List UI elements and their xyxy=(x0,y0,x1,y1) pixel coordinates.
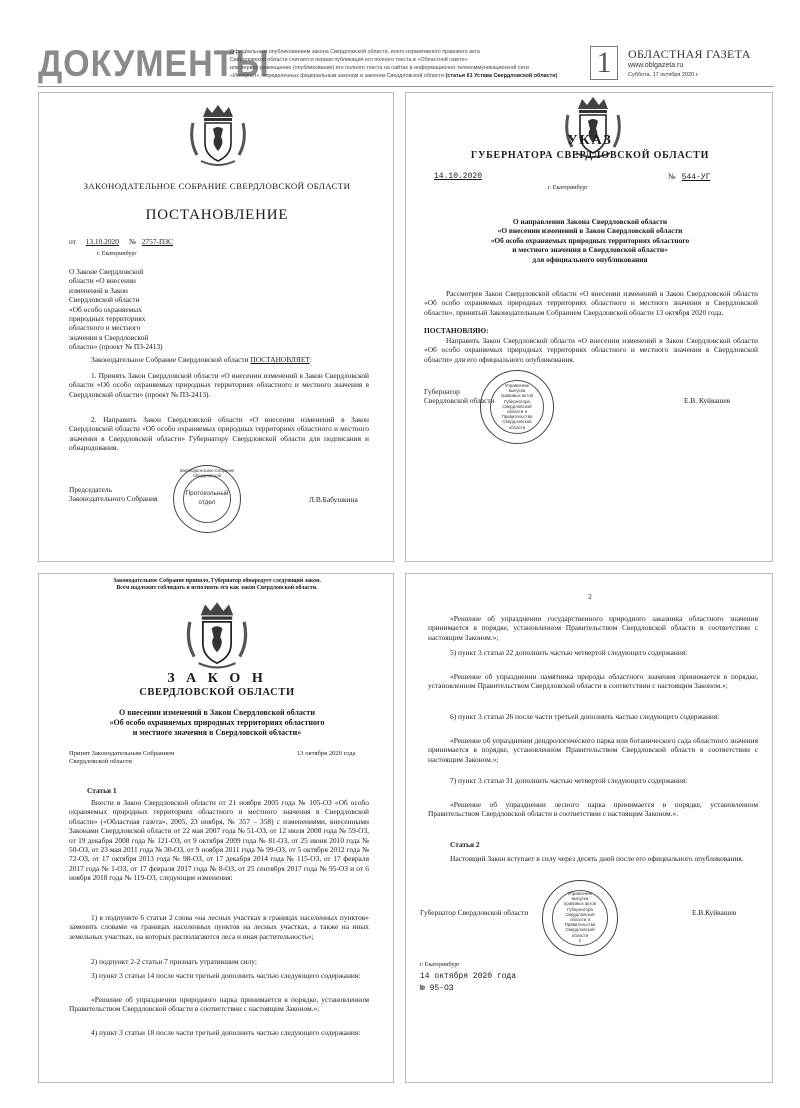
newspaper-site[interactable]: www.oblgazeta.ru xyxy=(628,62,684,69)
masthead-divider xyxy=(38,86,774,87)
law-paragraph: «Решение об упразднении памятника природы областного значения принимается в порядке, установленном Правительством Свердловской области в соответствии с настоящим Законом.»; xyxy=(428,672,758,691)
section-title: ДОКУМЕНТЫ xyxy=(38,43,270,84)
stamp-text: Управление выпуска правовых актов Губернатора Свердловской области и Правительства Свердловской области xyxy=(500,383,534,430)
stamp-text: Управление выпуска правовых актов Губернатора Свердловской области и Правительства Свердловской области 2 xyxy=(563,891,597,943)
decree-date-line: от 13.10.2020 № 2757-ПЗС xyxy=(69,237,177,246)
decree-panel xyxy=(38,92,394,562)
ukaz-number: 544-УГ xyxy=(681,173,711,182)
law-heading: О внесении изменений в Закон Свердловской области «Об особо охраняемых природных территориях областного и местного значения в Свердловской области» xyxy=(109,708,325,737)
decree-date: 13.10.2020 xyxy=(85,237,119,246)
law-page-number: 2 xyxy=(588,592,592,601)
issue-date: Суббота, 17 октября 2020 г. xyxy=(628,72,699,78)
ukaz-signatory-name: Е.В. Куйвашев xyxy=(684,396,731,405)
decree-city: г. Екатеринбург xyxy=(97,251,137,257)
law-paragraph: 6) пункт 3 статьи 26 после части третьей дополнить частью следующего содержания: xyxy=(450,712,720,721)
law-sign-date: 14 октября 2020 года xyxy=(420,972,517,981)
decree-number: 2757-ПЗС xyxy=(141,237,173,246)
coat-of-arms-emblem xyxy=(183,101,253,171)
law-continued-panel xyxy=(405,573,773,1083)
assembly-name: ЗАКОНОДАТЕЛЬНОЕ СОБРАНИЕ СВЕРДЛОВСКОЙ ОБЛАСТИ xyxy=(83,181,351,191)
publication-note-line: «Интернет», определенных федеральным законом и законом Свердловской области (статья 61 Устава Свердловской области) xyxy=(230,73,558,79)
law-signatory-title: Губернатор Свердловской области xyxy=(420,908,529,917)
decree-item-2: 2. Направить Закон Свердловской области «О внесении изменений в Закон Свердловской области «Об особо охраняемых природных территориях областного и местного значения в Свердловской области» Губернатору Свердловской области для подписания и обнародования. xyxy=(69,415,369,453)
law-article-1: Статья 1 xyxy=(87,786,117,795)
ukaz-heading: О направлении Закона Свердловской области «О внесении изменений в Закон Свердловской области «Об особо охраняемых природных территориях областного и местного значения в Свердловской области» для официального опубликования xyxy=(490,217,690,264)
chair-name: Л.В.Бабушкина xyxy=(309,495,358,504)
ukaz-date: 14.10.2020 xyxy=(434,172,483,181)
law-intro: Законодательное Собрание приняло, Губернатор обнародует следующий закон. Всем надлежит соблюдать и исполнять его как закон Свердловской области. xyxy=(113,578,321,592)
newspaper-name: ОБЛАСТНАЯ ГАЗЕТА xyxy=(628,47,751,61)
publication-note-line: Свердловской области считается первая публикация его полного текста в «Областной газете» xyxy=(230,57,468,63)
ukaz-city: г. Екатеринбург xyxy=(548,185,588,191)
stamp-ring-text: Законодательное Собрание Свердловской xyxy=(179,468,235,478)
law-paragraph: 1) в подпункте 6 статьи 2 слова «на лесных участках в границах населенных пунктов» заменить словами «в границах населенных пунктов на лесных участках, а также на иных земельных участках, на которых располагаются леса и иная растительность»; xyxy=(69,913,369,941)
ukaz-body-1: Рассмотрев Закон Свердловской области «О внесении изменений в Закон Свердловской области «Об особо охраняемых природных территориях областного и местного значения в Свердловской области», принятый Законодательным Собранием Свердловской области 13 октября 2020 года, xyxy=(424,289,758,317)
ukaz-body-3: Направить Закон Свердловской области «О внесении изменений в Закон Свердловской области «Об особо охраняемых природных территориях областного и местного значения в Свердловской области» для его официального опубликования. xyxy=(424,336,758,364)
law-paragraph: 4) пункт 3 статьи 18 после части третьей дополнить частью следующего содержания: xyxy=(91,1028,361,1037)
law-paragraph: 2) подпункт 2-2 статьи 7 признать утратившим силу; xyxy=(91,957,257,966)
decree-item-1: 1. Принять Закон Свердловской области «О внесении изменений в Закон Свердловской области «Об особо охраняемых природных территориях областного и местного значения в Свердловской области» (проект № ПЗ-2413). xyxy=(69,371,369,399)
decree-preamble: Законодательное Собрание Свердловской области ПОСТАНОВЛЯЕТ: xyxy=(91,355,312,364)
law-adopted-date: 13 октября 2020 года xyxy=(297,750,356,757)
ukaz-body-2: ПОСТАНОВЛЯЮ: xyxy=(424,326,489,335)
law-paragraph: 7) пункт 3 статьи 31 дополнить частью четвертой следующего содержания: xyxy=(450,776,688,785)
publication-note-line: или первое размещение (опубликование) его полного текста на сайтах в информационно-телекоммуникационной сети xyxy=(230,65,529,71)
law-paragraph: 5) пункт 3 статьи 22 дополнить частью четвертой следующего содержания: xyxy=(450,648,688,657)
law-paragraph: 3) пункт 3 статьи 14 после части третьей дополнить частью следующего содержания: xyxy=(91,971,361,980)
law-adopted-by: Принят Законодательным Собранием Свердловской области xyxy=(69,750,175,766)
law-paragraph: «Решение об упразднении природного парка принимается в порядке, установленном Правительством Свердловской области в соответствии с настоящим Законом.»; xyxy=(69,995,369,1014)
law-paragraph: Настоящий Закон вступает в силу через десять дней после его официального опубликования. xyxy=(450,854,744,863)
official-stamp xyxy=(542,880,618,956)
law-title: З А К О Н xyxy=(167,671,267,686)
law-subtitle: СВЕРДЛОВСКОЙ ОБЛАСТИ xyxy=(139,687,295,698)
law-article-2: Статья 2 xyxy=(450,840,480,849)
official-stamp: Протокольный отдел Законодательное Собрание Свердловской xyxy=(173,465,241,533)
decree-heading: ПОСТАНОВЛЕНИЕ xyxy=(145,207,289,223)
law-paragraph: «Решение об упразднении государственного природного заказника областного значения принимается в порядке, установленном Правительством Свердловской области в соответствии с настоящим Законом.»; xyxy=(428,614,758,642)
chair-title: Председатель Законодательного Собрания xyxy=(69,485,158,504)
ukaz-subtitle: ГУБЕРНАТОРА СВЕРДЛОВСКОЙ ОБЛАСТИ xyxy=(470,150,710,161)
law-city: г. Екатеринбург xyxy=(420,962,460,968)
masthead xyxy=(38,44,774,84)
coat-of-arms-emblem xyxy=(179,598,255,674)
publication-note-line: Официальным опубликованием закона Свердловской области, иного нормативного правового акта xyxy=(230,49,480,55)
ukaz-title: УКАЗ xyxy=(567,133,613,148)
ukaz-panel xyxy=(405,92,773,562)
decree-subject: О Законе Свердловской области «О внесении изменений в Закон Свердловской области «Об особо охраняемых природных территориях областного и местного значения в Свердловской области» (проект № ПЗ-2413) xyxy=(69,267,163,352)
ukaz-signatory-title: Губернатор Свердловской области xyxy=(424,387,495,406)
page-number: 1 xyxy=(590,46,618,80)
ukaz-number-line: № 544-УГ xyxy=(668,172,732,182)
law-number: № 95-ОЗ xyxy=(420,984,454,993)
law-paragraph: «Решение об упразднении дендрологического парка или ботанического сада областного значения принимается в порядке, установленном Правительством Свердловской области в соответствии с настоящим Законом.»; xyxy=(428,736,758,764)
law-panel xyxy=(38,573,394,1083)
law-paragraph: Внести в Закон Свердловской области от 21 ноября 2005 года № 105-ОЗ «Об особо охраняемых природных территориях областного и местного значения в Свердловской области» («Областная газета», 2005, 23 ноября, № 357 – 358) с изменениями, внесенными Законами Свердловской области от 22 мая 2007 года № 51-ОЗ, от 12 июля 2008 года № 59-ОЗ, от 19 декабря 2008 года № 121-ОЗ, от 9 октября 2009 года № 81-ОЗ, от 25 июня 2010 года № 50-ОЗ, от 23 мая 2011 года № 30-ОЗ, от 9 ноября 2011 года № 99-ОЗ, от 5 октября 2012 года № 72-ОЗ, от 17 октября 2013 года № 98-ОЗ, от 17 декабря 2014 года № 115-ОЗ, от 17 февраля 2017 года № 1-ОЗ, от 17 февраля 2017 года № 8-ОЗ, от 25 сентября 2017 года № 95-ОЗ и от 6 ноября 2018 года № 119-ОЗ, следующие изменения: xyxy=(69,798,369,883)
law-paragraph: «Решение об упразднении лесного парка принимается в порядке, установленном Правительством Свердловской области в соответствии с настоящим Законом.». xyxy=(428,800,758,819)
official-stamp xyxy=(480,370,554,444)
law-signatory-name: Е.В.Куйвашев xyxy=(692,908,737,917)
publication-note xyxy=(230,48,580,80)
